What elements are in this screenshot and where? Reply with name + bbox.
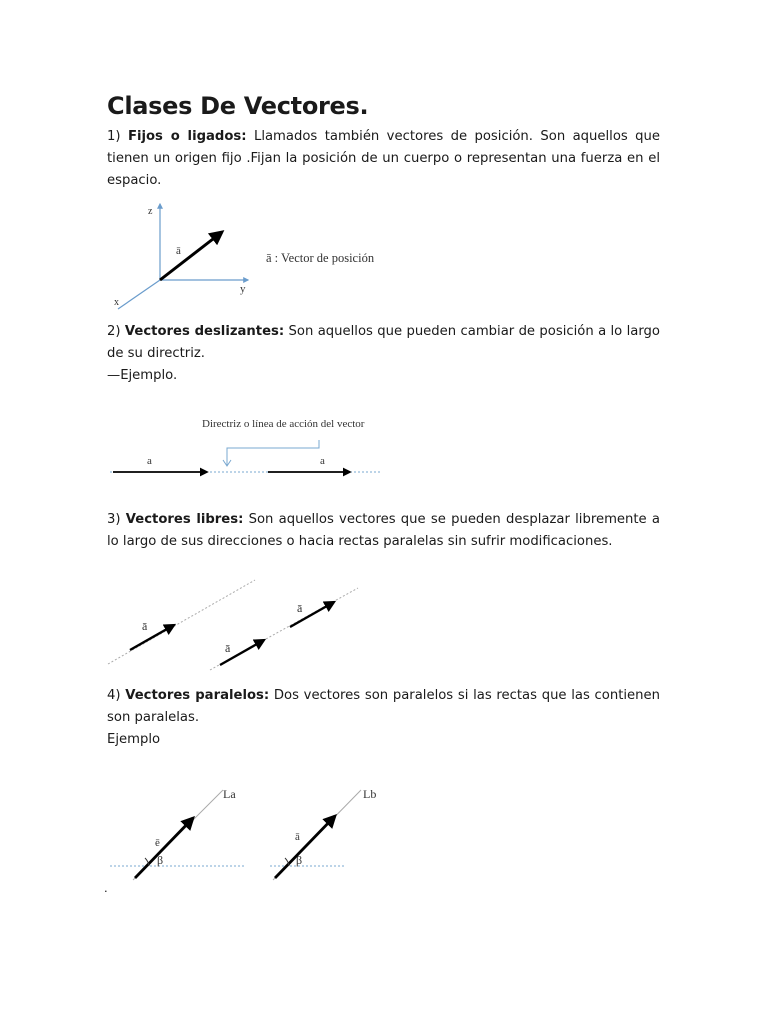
section-1-heading: Fijos o ligados: (127, 129, 247, 144)
section-2-example-label: —Ejemplo. (107, 368, 178, 383)
x-axis (118, 280, 160, 309)
figure-parallel-vectors (105, 778, 395, 883)
free-vector-label-3: ā (297, 601, 303, 615)
y-axis-label: y (240, 283, 246, 295)
free-vector-label-2: ā (225, 641, 231, 655)
figure-free-vectors (100, 572, 370, 677)
figure-position-vector (100, 192, 400, 317)
section-4-heading: Vectores paralelos: (125, 688, 270, 703)
sliding-vector-label-1: a (147, 455, 152, 467)
section-1-paragraph (107, 126, 660, 192)
section-2-heading: Vectores deslizantes: (124, 324, 285, 339)
section-4-example-label: Ejemplo (107, 732, 161, 747)
callout-leader (227, 440, 319, 465)
line-label-la: La (223, 787, 236, 801)
section-3-paragraph (107, 509, 660, 553)
section-2-number: 2) (107, 324, 121, 339)
trailing-mark: . (104, 880, 108, 895)
section-2-text: Son aquellos que pueden cambiar de posición a lo largo de su directriz. (107, 324, 660, 361)
parallel-vector-1 (135, 818, 193, 878)
parallel-vector-label-2: ā (295, 831, 300, 843)
parallel-vector-2 (275, 816, 335, 878)
section-3-number: 3) (107, 512, 121, 527)
section-2-paragraph (107, 321, 660, 365)
section-4-paragraph (107, 685, 660, 729)
vector-label: ā (176, 245, 181, 257)
angle-label-2: β (296, 853, 303, 867)
page-title: Clases De Vectores. (107, 92, 369, 120)
section-1-text: Llamados también vectores de posición. Son aquellos que tienen un origen fijo .Fijan la posición de un cuerpo o representan una fuerza en el espacio. (107, 129, 660, 188)
directriz-callout: Directriz o línea de acción del vector (202, 418, 365, 430)
section-1-number: 1) (107, 129, 121, 144)
free-vector-1 (130, 625, 174, 650)
angle-label-1: β (157, 853, 164, 867)
free-line-1 (108, 580, 255, 664)
x-axis-label: x (114, 297, 119, 308)
figure-sliding-vectors (105, 410, 395, 485)
parallel-vector-label-1: ē (155, 837, 160, 849)
sliding-vector-label-2: a (320, 455, 325, 467)
line-label-lb: Lb (363, 787, 377, 801)
section-3-text: Son aquellos vectores que se pueden desplazar libremente a lo largo de sus direcciones o hacia rectas paralelas sin sufrir modificaciones. (107, 512, 660, 549)
free-vector-label-1: ā (142, 619, 148, 633)
z-axis-label: z (148, 206, 153, 217)
section-3-heading: Vectores libres: (125, 512, 244, 527)
position-vector-arrow (160, 232, 222, 280)
section-4-number: 4) (107, 688, 121, 703)
position-vector-caption: ā : Vector de posición (266, 251, 375, 265)
section-4-text: Dos vectores son paralelos si las rectas que las contienen son paralelas. (107, 688, 660, 725)
